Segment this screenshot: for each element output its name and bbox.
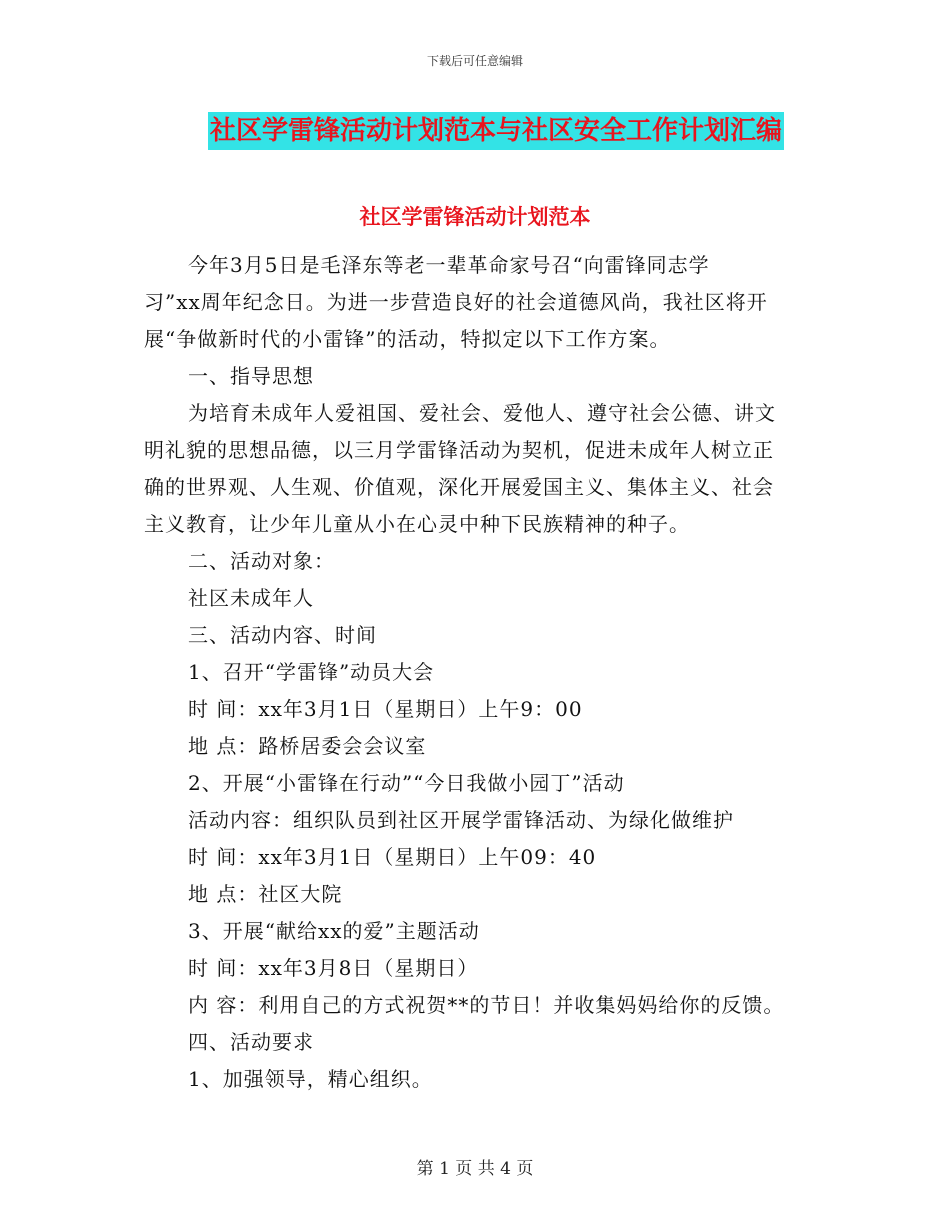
paragraph-line: 主义教育，让少年儿童从小在心灵中种下民族精神的种子。 <box>144 512 690 536</box>
top-note: 下载后可任意编辑 <box>426 54 523 68</box>
paragraph-line: 明礼貌的思想品德，以三月学雷锋活动为契机，促进未成年人树立正 <box>144 438 774 462</box>
paragraph-line: 社区未成年人 <box>188 586 314 610</box>
list-item: 时 间：xx年3月8日（星期日） <box>188 956 479 980</box>
document-title: 社区学雷锋活动计划范本与社区安全工作计划汇编 <box>208 112 784 150</box>
paragraph-line: 习”xx周年纪念日。为进一步营造良好的社会道德风尚，我社区将开 <box>144 290 768 314</box>
section-heading: 二、活动对象： <box>188 549 335 573</box>
list-item: 时 间：xx年3月1日（星期日）上午09：40 <box>188 845 597 869</box>
list-item: 地 点：社区大院 <box>188 882 343 906</box>
paragraph-line: 展“争做新时代的小雷锋”的活动，特拟定以下工作方案。 <box>144 327 671 351</box>
section-heading: 一、指导思想 <box>188 364 314 388</box>
list-item: 活动内容：组织队员到社区开展学雷锋活动、为绿化做维护 <box>188 808 734 832</box>
list-item: 3、开展“献给xx的爱”主题活动 <box>188 919 480 943</box>
list-item: 时 间：xx年3月1日（星期日）上午9：00 <box>188 697 583 721</box>
list-item: 2、开展“小雷锋在行动”“今日我做小园丁”活动 <box>188 771 625 795</box>
list-item: 1、加强领导，精心组织。 <box>188 1067 433 1091</box>
document-body <box>144 247 804 1098</box>
paragraph-line: 今年3月5日是毛泽东等老一辈革命家号召“向雷锋同志学 <box>188 253 710 277</box>
paragraph-line: 为培育未成年人爱祖国、爱社会、爱他人、遵守社会公德、讲文 <box>188 401 776 425</box>
list-item: 1、召开“学雷锋”动员大会 <box>188 660 435 684</box>
section-title: 社区学雷锋活动计划范本 <box>359 204 591 229</box>
list-item: 地 点：路桥居委会会议室 <box>188 734 427 758</box>
list-item: 内 容：利用自己的方式祝贺**的节日！并收集妈妈给你的反馈。 <box>188 993 785 1017</box>
section-heading: 四、活动要求 <box>188 1030 314 1054</box>
paragraph-line: 确的世界观、人生观、价值观，深化开展爱国主义、集体主义、社会 <box>144 475 774 499</box>
page-footer: 第 1 页 共 4 页 <box>416 1159 534 1179</box>
section-heading: 三、活动内容、时间 <box>188 623 377 647</box>
